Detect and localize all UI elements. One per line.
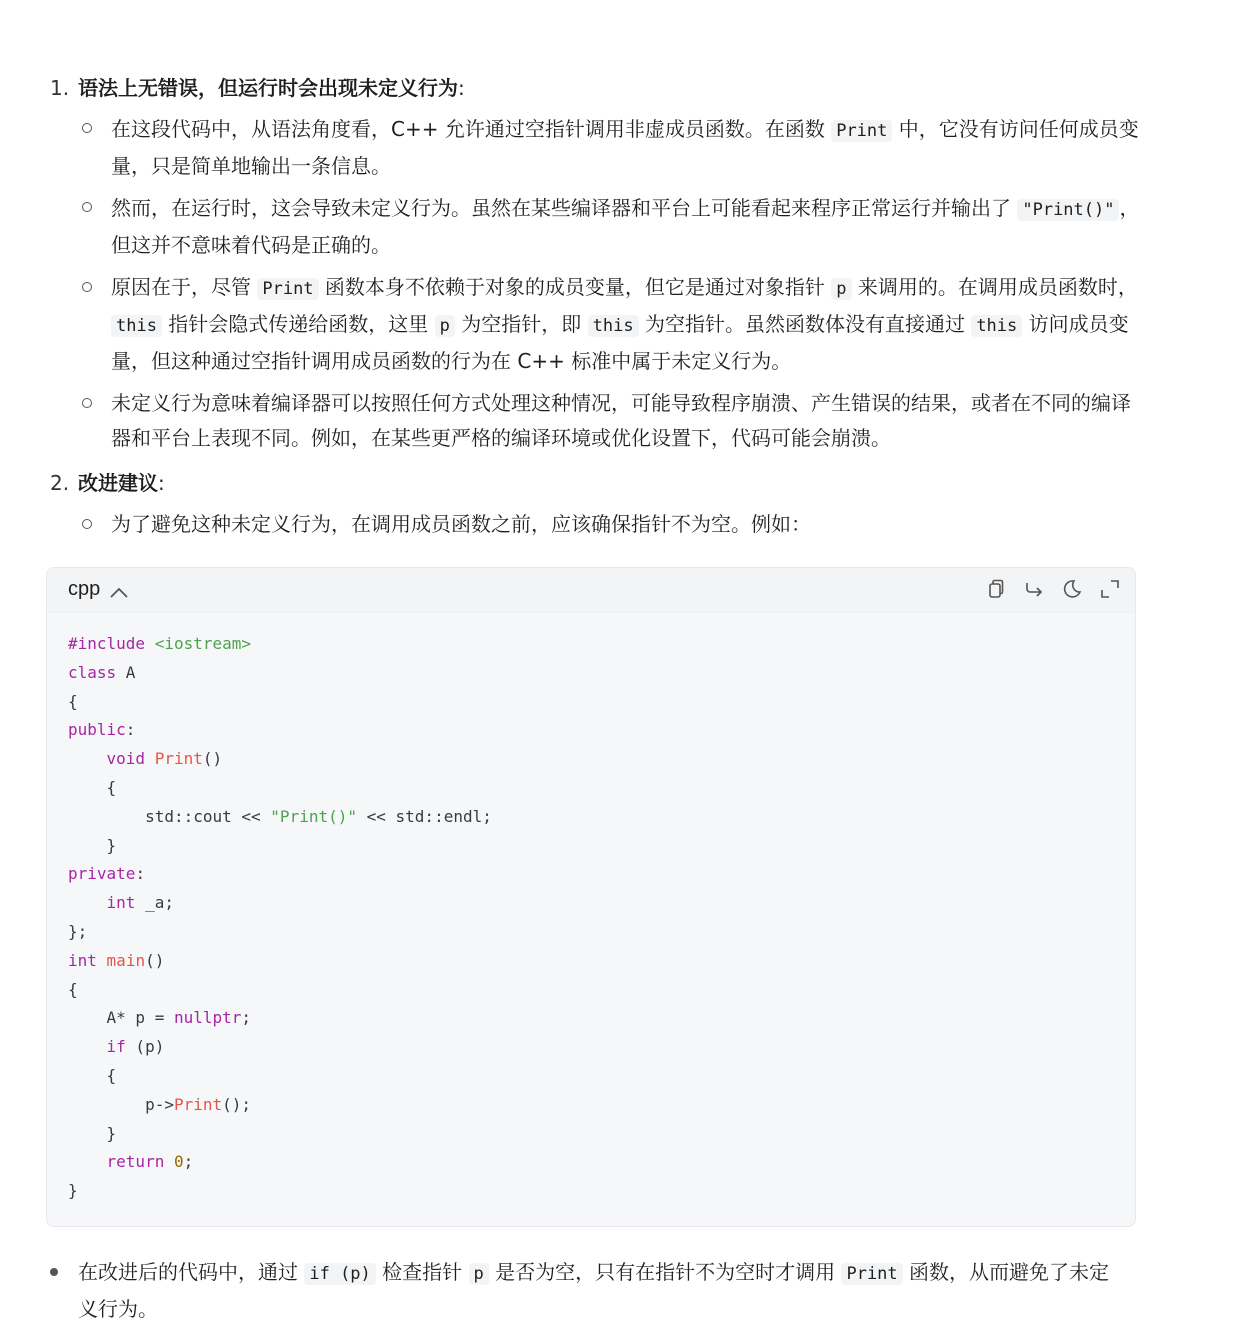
section-2-colon: : [158,471,165,495]
list-bullet [82,398,92,408]
share-icon[interactable] [1023,578,1045,600]
code-line: } [68,835,117,855]
code-line: class A [68,662,136,682]
code-line: #include <iostream> [68,634,252,653]
inline-code: p [831,278,851,300]
list-item: 为了避免这种未定义行为，在调用成员函数之前，应该确保指针不为空。例如： [111,512,811,536]
inline-code: this [111,315,162,337]
section-2-number: 2. [50,471,70,495]
code-block [46,567,1136,1227]
list-item: 原因在于，尽管 Print 函数本身不依赖于对象的成员变量，但它是通过对象指针 p 来调用的。在调用成员函数时，this 指针会隐式传递给函数，这里 p 为空指针，即 this 为空指针。虽然函数体没有直接通过 this 访问成员变量，但这种通过空指针调用成员函数的行为在 C++ 标准中属于未定义行为。 [111,275,1138,373]
code-line: p->Print(); [68,1094,252,1114]
section-1-number: 1. [50,76,70,100]
inline-code: p [469,1263,489,1285]
code-line: void Print() [106,749,223,769]
code-toolbar [985,578,1121,600]
inline-code: Print [831,120,892,142]
inline-code: Print [841,1263,902,1285]
inline-code: this [971,315,1022,337]
list-item: 未定义行为意味着编译器可以按照任何方式处理这种情况，可能导致程序崩溃、产生错误的结果，或者在不同的编译器和平台上表现不同。例如，在某些更严格的编译环境或优化设置下，代码可能会崩溃。 [111,391,1131,450]
code-line: private: [68,864,146,884]
code-line: } [68,1123,117,1143]
inline-code: p [435,315,455,337]
code-line: int _a; [106,893,174,913]
expand-icon[interactable] [1099,578,1121,600]
inline-code: this [588,315,639,337]
code-line: if (p) [106,1037,165,1057]
code-block-header [47,568,1135,613]
list-bullet [82,519,92,529]
code-line: int main() [68,950,165,970]
section-1-colon: : [458,76,465,100]
summary-paragraph: 在改进后的代码中，通过 if (p) 检查指针 p 是否为空，只有在指针不为空时才调用 Print 函数，从而避免了未定义行为。 [78,1260,1110,1321]
list-item: 在这段代码中，从语法角度看，C++ 允许通过空指针调用非虚成员函数。在函数 Print 中，它没有访问任何成员变量，只是简单地输出一条信息。 [111,117,1139,178]
inline-code: "Print()" [1017,199,1119,221]
inline-code: Print [257,278,318,300]
chevron-up-icon[interactable] [109,584,129,603]
list-bullet [82,282,92,292]
inline-code: if (p) [304,1263,375,1285]
theme-icon[interactable] [1061,578,1083,600]
code-line: }; [68,921,88,941]
list-bullet [82,123,92,133]
code-line: { [68,777,117,797]
section-1-title: 语法上无错误，但运行时会出现未定义行为 [78,76,458,100]
list-item: 然而，在运行时，这会导致未定义行为。虽然在某些编译器和平台上可能看起来程序正常运行并输出了 "Print()" ，但这并不意味着代码是正确的。 [111,196,1140,257]
list-bullet [82,202,92,212]
code-language-label: cpp [68,578,101,600]
section-1-heading [50,71,465,105]
code-line: A* p = nullptr; [68,1008,252,1028]
code-line: return 0; [106,1152,194,1172]
code-line: { [68,691,78,711]
code-line: { [68,979,78,999]
section-2-title: 改进建议 [78,471,158,495]
code-content [68,630,492,1206]
section-2-heading [50,466,165,500]
code-line: { [68,1065,117,1085]
code-line: } [68,1181,78,1201]
code-line: public: [68,720,136,740]
list-bullet [50,1268,58,1276]
copy-icon[interactable] [985,578,1007,600]
code-line: std::cout << "Print()" << std::endl; [68,806,492,826]
